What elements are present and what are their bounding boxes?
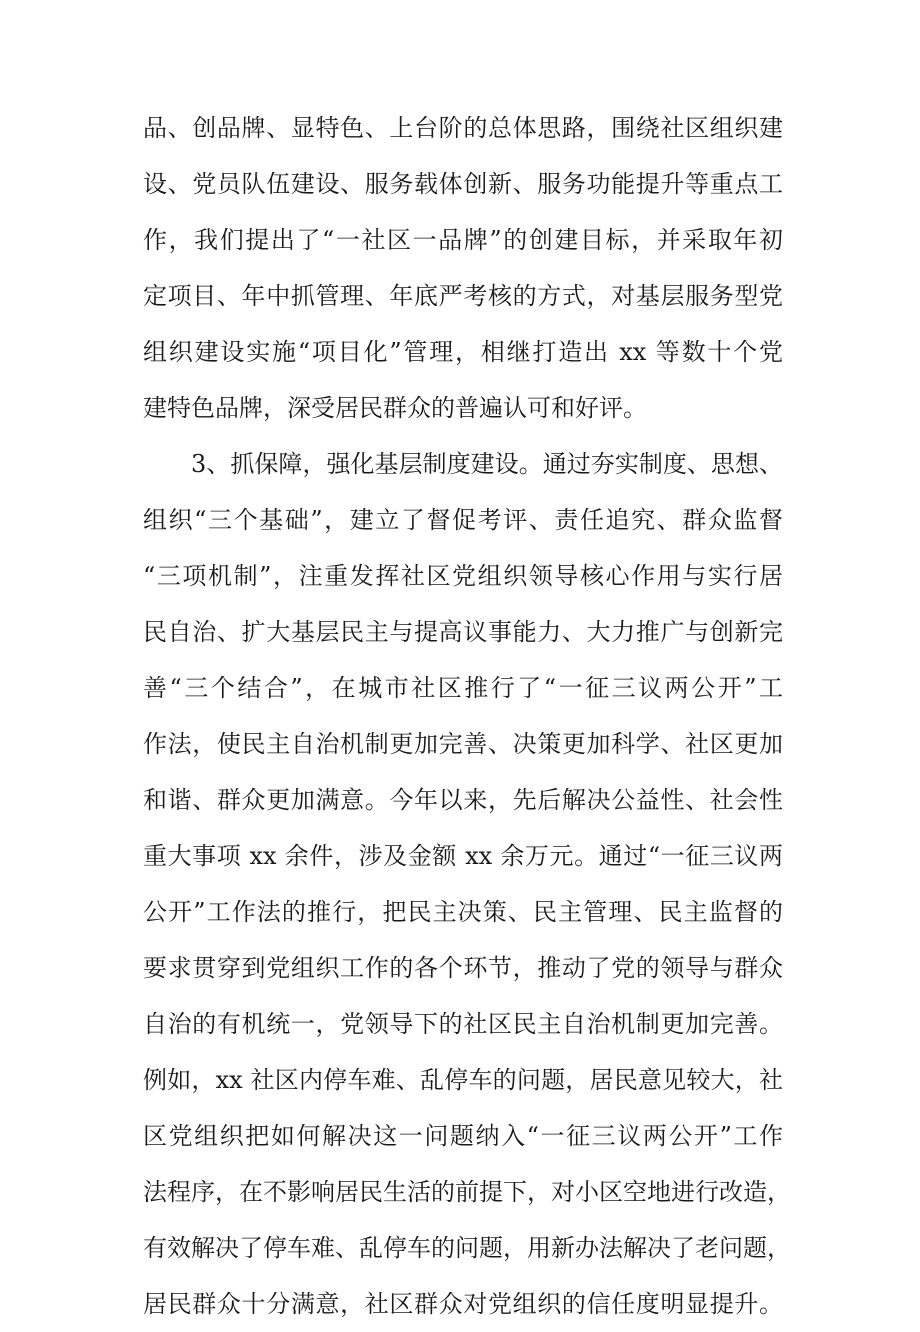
paragraph-line: 居民群众十分满意，社区群众对党组织的信任度明显提升。 (143, 1290, 783, 1318)
paragraph-line: 组织建设实施“项目化”管理，相继打造出 xx 等数十个党 (143, 338, 783, 366)
paragraph-line: 作法，使民主自治机制更加完善、决策更加科学、社区更加 (143, 730, 783, 758)
paragraph-line: 自治的有机统一，党领导下的社区民主自治机制更加完善。 (143, 1010, 783, 1038)
paragraph-line: 重大事项 xx 余件，涉及金额 xx 余万元。通过“一征三议两 (143, 842, 783, 870)
paragraph-line: 作，我们提出了“一社区一品牌”的创建目标，并采取年初 (143, 226, 783, 254)
paragraph-line: 公开”工作法的推行，把民主决策、民主管理、民主监督的 (143, 898, 783, 926)
paragraph-line: 法程序，在不影响居民生活的前提下，对小区空地进行改造， (143, 1178, 791, 1206)
paragraph-line: 定项目、年中抓管理、年底严考核的方式，对基层服务型党 (143, 282, 783, 310)
paragraph-line: 要求贯穿到党组织工作的各个环节，推动了党的领导与群众 (143, 954, 783, 982)
paragraph-line: 有效解决了停车难、乱停车的问题，用新办法解决了老问题， (143, 1234, 791, 1262)
paragraph-line: 例如，xx 社区内停车难、乱停车的问题，居民意见较大，社 (143, 1066, 783, 1094)
paragraph-line: 品、创品牌、显特色、上台阶的总体思路，围绕社区组织建 (143, 114, 783, 142)
paragraph-1 (143, 100, 783, 436)
paragraph-line: 建特色品牌，深受居民群众的普遍认可和好评。 (143, 394, 647, 422)
paragraph-2 (143, 436, 791, 1332)
paragraph-line: “三项机制”，注重发挥社区党组织领导核心作用与实行居 (143, 562, 783, 590)
paragraph-line: 民自治、扩大基层民主与提高议事能力、大力推广与创新完 (143, 618, 783, 646)
paragraph-line: 区党组织把如何解决这一问题纳入“一征三议两公开”工作 (143, 1122, 783, 1150)
paragraph-line: 善“三个结合”，在城市社区推行了“一征三议两公开”工 (143, 674, 783, 702)
paragraph-line: 3、抓保障，强化基层制度建设。通过夯实制度、思想、 (143, 450, 783, 478)
paragraph-line: 组织“三个基础”，建立了督促考评、责任追究、群众监督 (143, 506, 783, 534)
paragraph-line: 和谐、群众更加满意。今年以来，先后解决公益性、社会性 (143, 786, 783, 814)
paragraph-line: 设、党员队伍建设、服务载体创新、服务功能提升等重点工 (143, 170, 783, 198)
